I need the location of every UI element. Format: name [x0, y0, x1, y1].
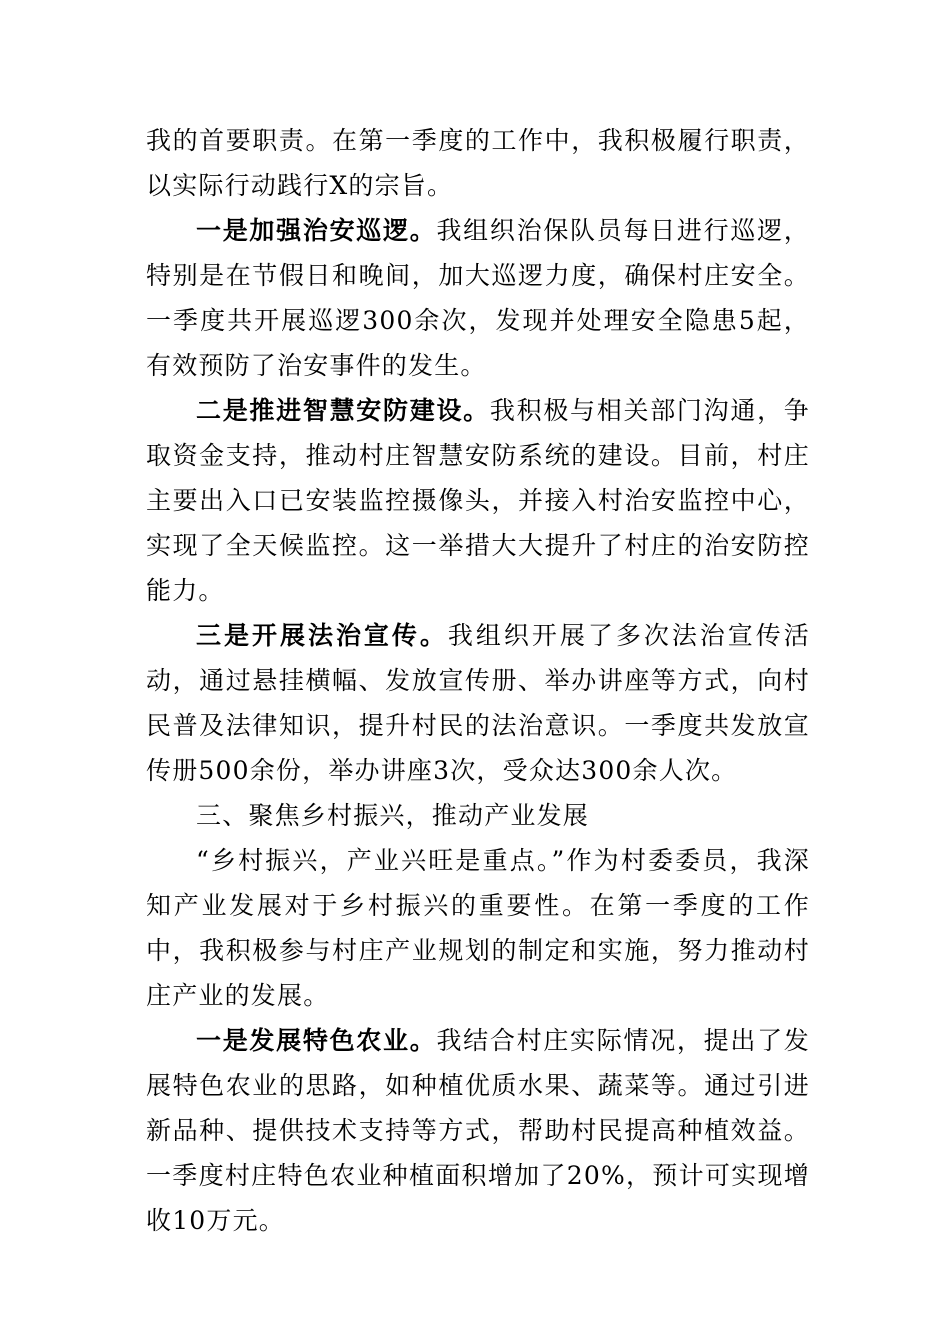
paragraph-specialty-agriculture [146, 1018, 810, 1243]
paragraph-text: 我组织开展了多次法治宣传活动，通过悬挂横幅、发放宣传册、举办讲座等方式，向村民普及法律知识，提升村民的法治意识。一季度共发放宣传册500余份，举办讲座3次，受众达300余人次。 [146, 621, 810, 785]
paragraph-industry-intro [146, 838, 810, 1018]
section-heading-rural-revitalization [146, 793, 810, 838]
section-heading-text: 三、聚焦乡村振兴，推动产业发展 [196, 801, 590, 830]
paragraph-text: 我积极与相关部门沟通，争取资金支持，推动村庄智慧安防系统的建设。目前，村庄主要出入口已安装监控摄像头，并接入村治安监控中心，实现了全天候监控。这一举措大大提升了村庄的治安防控能力。 [146, 396, 811, 605]
paragraph-lead: 二是推进智慧安防建设。 [196, 396, 490, 425]
paragraph-text: “乡村振兴，产业兴旺是重点。”作为村委委员，我深知产业发展对于乡村振兴的重要性。在第一季度的工作中，我积极参与村庄产业规划的制定和实施，努力推动村庄产业的发展。 [146, 846, 810, 1010]
paragraph-lead: 一是发展特色农业。 [196, 1026, 437, 1055]
paragraph-legal-publicity [146, 613, 810, 793]
paragraph-text: 我结合村庄实际情况，提出了发展特色农业的思路，如种植优质水果、蔬菜等。通过引进新品种、提供技术支持等方式，帮助村民提高种植效益。一季度村庄特色农业种植面积增加了20%，预计可实现增收10万元。 [146, 1026, 810, 1235]
paragraph-text: 我的首要职责。在第一季度的工作中，我积极履行职责，以实际行动践行X的宗旨。 [146, 126, 810, 200]
paragraph-lead: 一是加强治安巡逻。 [196, 216, 437, 245]
paragraph-smart-security [146, 388, 810, 613]
paragraph-text: 我组织治保队员每日进行巡逻，特别是在节假日和晚间，加大巡逻力度，确保村庄安全。一季度共开展巡逻300余次，发现并处理安全隐患5起，有效预防了治安事件的发生。 [146, 216, 810, 380]
paragraph-patrol [146, 208, 810, 388]
paragraph-duty-intro [146, 118, 810, 208]
document-body [146, 118, 810, 1243]
paragraph-lead: 三是开展法治宣传。 [196, 621, 448, 650]
